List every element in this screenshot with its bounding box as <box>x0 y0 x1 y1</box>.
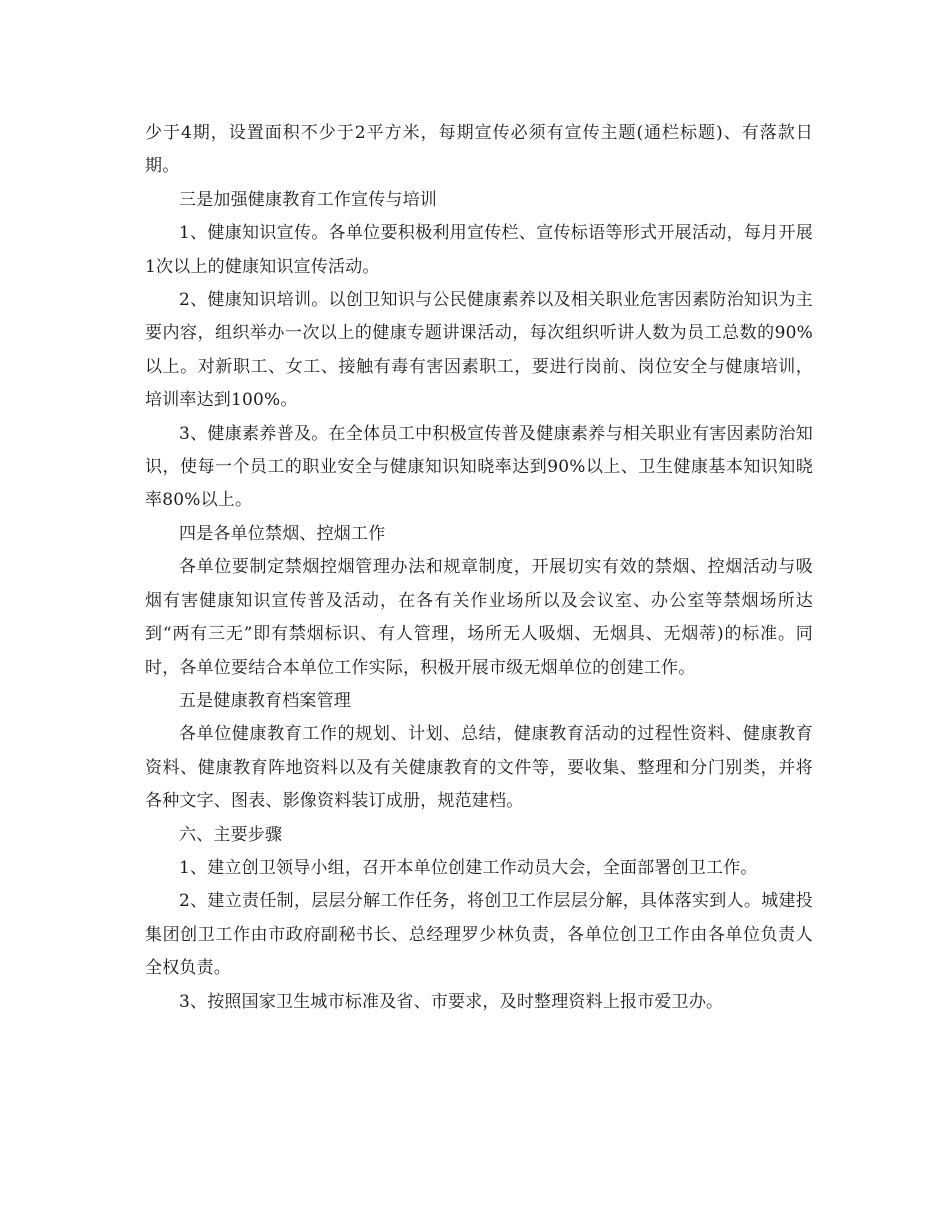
paragraph-step-3: 3、按照国家卫生城市标准及省、市要求，及时整理资料上报市爱卫办。 <box>179 991 724 1012</box>
paragraph-step-2: 2、建立责任制，层层分解工作任务，将创卫工作层层分解，具体落实到人。城建投集团创卫工作由市政府副秘书长、总经理罗少林负责，各单位创卫工作由各单位负责人全权负责。 <box>145 891 813 979</box>
paragraph-health-publicity: 1、健康知识宣传。各单位要积极利用宣传栏、宣传标语等形式开展活动，每月开展1次以上的健康知识宣传活动。 <box>145 223 813 277</box>
document-body <box>145 117 813 1019</box>
paragraph-health-literacy: 3、健康素养普及。在全体员工中积极宣传普及健康素养与相关职业有害因素防治知识，使每一个员工的职业安全与健康知识知晓率达到90%以上、卫生健康基本知识知晓率80%以上。 <box>145 423 813 511</box>
section-heading-4: 四是各单位禁烟、控烟工作 <box>179 523 386 544</box>
section-heading-3: 三是加强健康教育工作宣传与培训 <box>179 189 437 210</box>
paragraph-archive-management: 各单位健康教育工作的规划、计划、总结，健康教育活动的过程性资料、健康教育资料、健康教育阵地资料以及有关健康教育的文件等，要收集、整理和分门别类，并将各种文字、图表、影像资料装订成册，规范建档。 <box>145 724 813 812</box>
paragraph-smoking-control: 各单位要制定禁烟控烟管理办法和规章制度，开展切实有效的禁烟、控烟活动与吸烟有害健康知识宣传普及活动，在各有关作业场所以及会议室、办公室等禁烟场所达到“两有三无”即有禁烟标识、有人管理，场所无人吸烟、无烟具、无烟蒂)的标准。同时，各单位要结合本单位工作实际，积极开展市级无烟单位的创建工作。 <box>145 557 813 678</box>
paragraph-step-1: 1、建立创卫领导小组，召开本单位创建工作动员大会，全面部署创卫工作。 <box>179 857 758 878</box>
section-heading-5: 五是健康教育档案管理 <box>179 690 351 711</box>
paragraph-health-training: 2、健康知识培训。以创卫知识与公民健康素养以及相关职业危害因素防治知识为主要内容，组织举办一次以上的健康专题讲课活动，每次组织听讲人数为员工总数的90%以上。对新职工、女工、接触有毒有害因素职工，要进行岗前、岗位安全与健康培训，培训率达到100%。 <box>145 290 813 411</box>
paragraph-continuation: 少于4期，设置面积不少于2平方米，每期宣传必须有宣传主题(通栏标题)、有落款日期。 <box>145 123 813 177</box>
section-heading-6: 六、主要步骤 <box>179 824 283 845</box>
